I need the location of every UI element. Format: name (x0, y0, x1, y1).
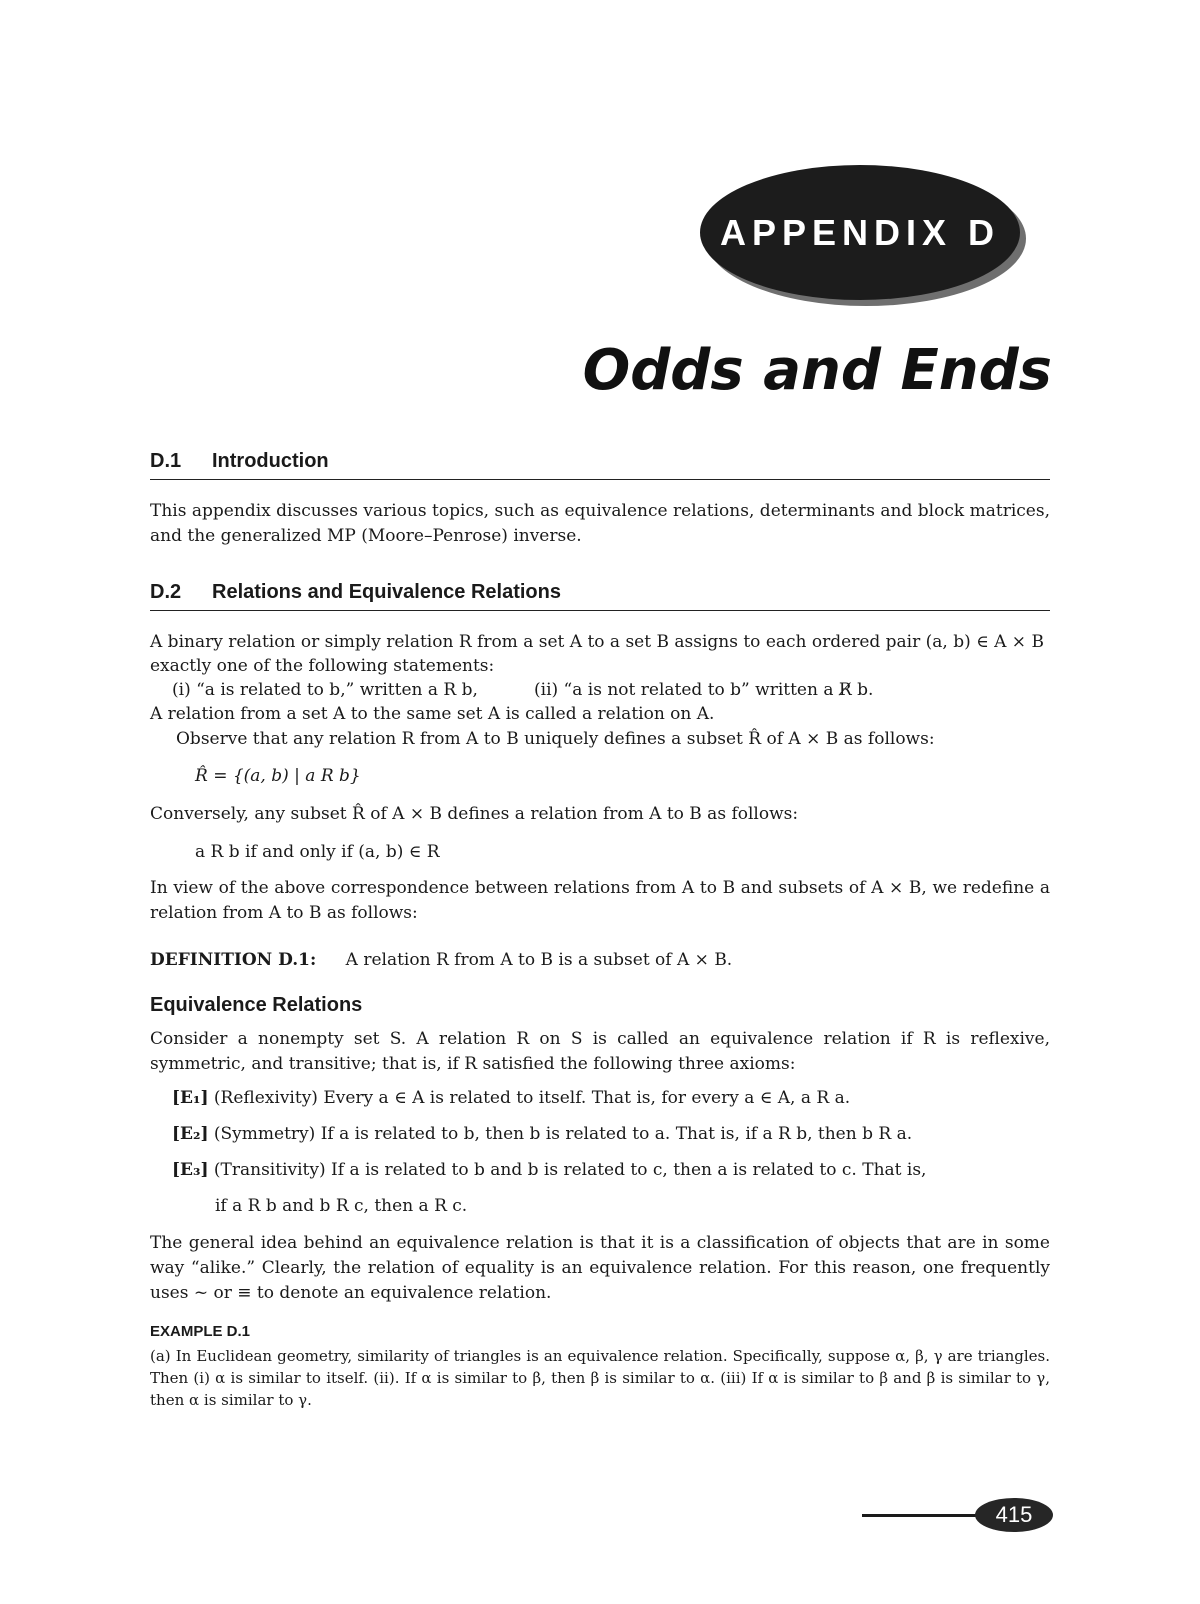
chapter-title: Odds and Ends (582, 338, 1052, 403)
equivalence-paragraph-1: Consider a nonempty set S. A relation R on S is called an equivalence relation if R is reflexive, symmetric, and transitive; that is, if R satisfied the following three axioms: (150, 1029, 1050, 1074)
section-number: D.1 (150, 450, 182, 472)
axiom-e3-continuation: if a R b and b R c, then a R c. (215, 1196, 468, 1216)
relation-paragraph-3: Conversely, any subset R̂ of A × B defines a relation from A to B as follows: (150, 804, 799, 824)
axiom-text: (Reflexivity) Every a ∈ A is related to itself. That is, for every a ∈ A, a R a. (213, 1088, 851, 1108)
section-title: Introduction (212, 450, 329, 472)
equation-if-and-only-if: a R b if and only if (a, b) ∈ R (195, 842, 440, 862)
page-number: 415 (975, 1498, 1053, 1532)
definition-d1 (150, 948, 732, 973)
relation-item-i: (i) “a is related to b,” written a R b, (172, 680, 478, 700)
axiom-e2 (172, 1122, 1050, 1147)
axiom-label: [E₂] (172, 1124, 209, 1144)
relation-line-2: exactly one of the following statements: (150, 656, 495, 676)
equivalence-paragraph-2: The general idea behind an equivalence relation is that it is a classification of objects that are in some way “alike.” Clearly, the relation of equality is an equivalence relation. For this reason, one frequently uses ~ or ≡ to denote an equivalence relation. (150, 1233, 1050, 1303)
example-text: (a) In Euclidean geometry, similarity of triangles is an equivalence relation. Specifically, suppose α, β, γ are triangles. Then (i) α is similar to itself. (ii). If α is similar to β, then β is similar to α. (iii) If α is similar to β and β is similar to γ, then α is similar to γ. (150, 1347, 1050, 1409)
section-heading-d1 (150, 450, 1050, 480)
appendix-label: APPENDIX D (719, 211, 1001, 253)
intro-paragraph: This appendix discusses various topics, such as equivalence relations, determinants and block matrices, and the generalized MP (Moore–Penrose) inverse. (150, 501, 1050, 546)
section-title: Relations and Equivalence Relations (212, 581, 561, 603)
example-label: EXAMPLE D.1 (150, 1323, 251, 1340)
subsection-heading-equivalence: Equivalence Relations (150, 994, 363, 1016)
axiom-label: [E₃] (172, 1160, 209, 1180)
section-number: D.2 (150, 581, 182, 603)
section-heading-d2 (150, 581, 1050, 611)
equation-r-hat: R̂ = {(a, b) | a R b} (195, 766, 361, 786)
axiom-text: (Symmetry) If a is related to b, then b is related to a. That is, if a R b, then b R a. (213, 1124, 913, 1144)
relation-item-ii: (ii) “a is not related to b” written a R̸ b. (534, 680, 874, 700)
axiom-label: [E₁] (172, 1088, 209, 1108)
axiom-e3 (172, 1158, 1050, 1183)
relation-paragraph-4: In view of the above correspondence between relations from A to B and subsets of A × B, we redefine a relation from A to B as follows: (150, 878, 1050, 923)
definition-label: DEFINITION D.1: (150, 950, 317, 970)
page-number-rule (862, 1514, 992, 1517)
relation-line-4: A relation from a set A to the same set A is called a relation on A. (150, 704, 715, 724)
axiom-e1 (172, 1086, 1050, 1111)
definition-text: A relation R from A to B is a subset of A × B. (345, 950, 733, 970)
relation-line-1: A binary relation or simply relation R from a set A to a set B assigns to each ordered pair (a, b) ∈ A × B (150, 632, 1044, 652)
relation-paragraph-2: Observe that any relation R from A to B uniquely defines a subset R̂ of A × B as follows: (176, 729, 935, 749)
axiom-text: (Transitivity) If a is related to b and b is related to c, then a is related to c. That is, (213, 1160, 927, 1180)
